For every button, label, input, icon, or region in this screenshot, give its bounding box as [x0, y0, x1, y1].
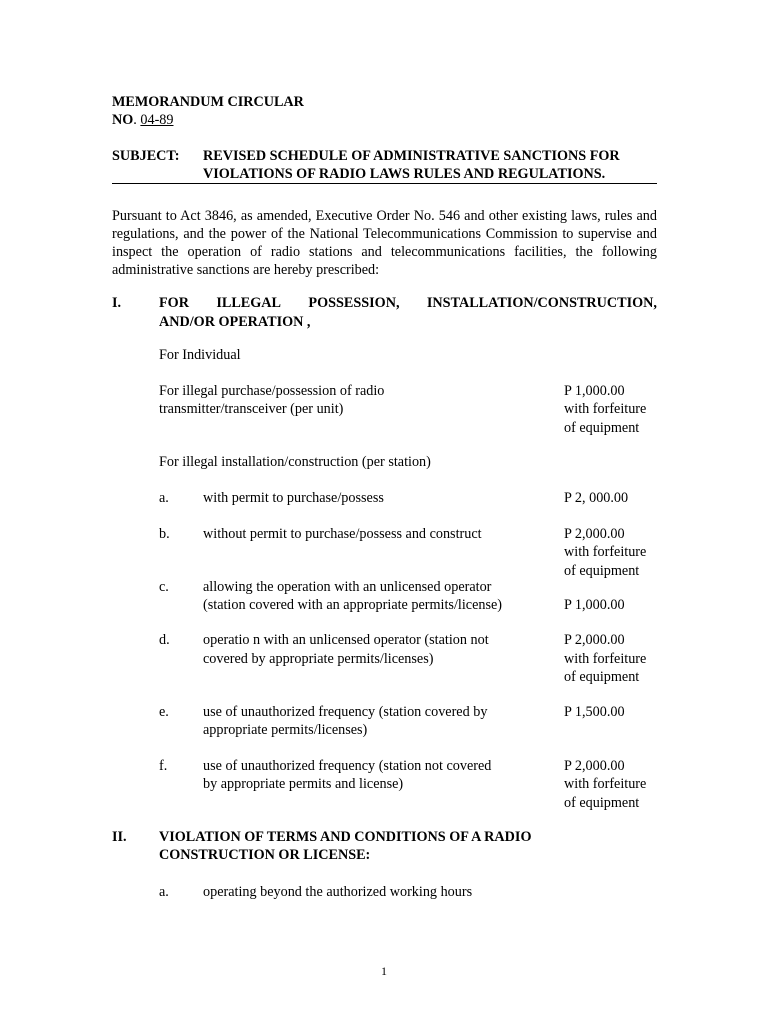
- memo-number-dot: .: [133, 112, 141, 128]
- memo-number-label: NO: [112, 112, 134, 128]
- item-fine: P 1,000.00: [564, 597, 625, 613]
- item-fine: P 2,000.00: [564, 632, 625, 648]
- item-text: use of unauthorized frequency (station not covered: [203, 758, 492, 774]
- memo-number: [112, 111, 173, 130]
- item-fine-note: of equipment: [564, 669, 640, 685]
- item-text: by appropriate permits and license): [203, 776, 404, 792]
- item-fine-note: with forfeiture: [564, 544, 647, 560]
- individual-subhead: For Individual: [159, 347, 241, 363]
- item-letter: b.: [159, 526, 170, 542]
- installation-subhead: For illegal installation/construction (per station): [159, 454, 431, 470]
- item-fine: P 2, 000.00: [564, 490, 629, 506]
- purchase-fine: P 1,000.00: [564, 383, 625, 399]
- item-fine-note: of equipment: [564, 795, 640, 811]
- purchase-fine-note: with forfeiture: [564, 401, 647, 417]
- item-letter: a.: [159, 490, 169, 506]
- purchase-line-1: For illegal purchase/possession of radio: [159, 383, 385, 399]
- item-letter: f.: [159, 758, 168, 774]
- item-letter: d.: [159, 632, 170, 648]
- subject-label: SUBJECT:: [112, 148, 180, 164]
- purchase-line-2: transmitter/transceiver (per unit): [159, 401, 344, 417]
- section-1-title-word: ILLEGAL: [216, 295, 282, 311]
- subject-divider: [112, 183, 657, 184]
- item-text: use of unauthorized frequency (station covered by: [203, 704, 488, 720]
- item-letter: e.: [159, 704, 169, 720]
- item-text: appropriate permits/licenses): [203, 722, 368, 738]
- item-fine: P 1,500.00: [564, 704, 625, 720]
- section-2-numeral: II.: [112, 829, 127, 845]
- item-text: without permit to purchase/possess and construct: [203, 526, 482, 542]
- section-2-title-line-1: VIOLATION OF TERMS AND CONDITIONS OF A RADIO: [159, 829, 532, 845]
- section-1-title-word: POSSESSION,: [308, 295, 400, 311]
- item-text: allowing the operation with an unlicensed operator: [203, 579, 492, 595]
- memo-number-value: 04-89: [140, 112, 174, 128]
- item-fine-note: with forfeiture: [564, 651, 647, 667]
- item-fine: P 2,000.00: [564, 526, 625, 542]
- section-1-title: [159, 294, 657, 331]
- item-text: covered by appropriate permits/licenses): [203, 651, 434, 667]
- item-text: with permit to purchase/possess: [203, 490, 384, 506]
- intro-paragraph: Pursuant to Act 3846, as amended, Executive Order No. 546 and other existing laws, rules and regulations, and the power of the National Telecommunications Commission to supervise and inspect the operation of radio stations and telecommunications facilities, the following administrative sanctions are hereby prescribed:: [112, 208, 657, 278]
- item-text: (station covered with an appropriate permits/license): [203, 597, 503, 613]
- subject-line-2: VIOLATIONS OF RADIO LAWS RULES AND REGULATIONS.: [203, 166, 606, 182]
- item-fine-note: of equipment: [564, 563, 640, 579]
- page-number: 1: [381, 964, 387, 978]
- subject-line-1: REVISED SCHEDULE OF ADMINISTRATIVE SANCTIONS FOR: [203, 148, 620, 164]
- item-text: operatio n with an unlicensed operator (station not: [203, 632, 489, 648]
- item-text: operating beyond the authorized working hours: [203, 884, 473, 900]
- item-letter: a.: [159, 884, 169, 900]
- section-1-title-word: FOR: [159, 295, 189, 311]
- section-1-title-word: INSTALLATION/CONSTRUCTION,: [426, 295, 657, 311]
- section-1-title-line-2: AND/OR OPERATION ,: [159, 313, 311, 330]
- section-1-numeral: I.: [112, 295, 122, 311]
- section-2-title-line-2: CONSTRUCTION OR LICENSE:: [159, 847, 371, 863]
- memo-title: MEMORANDUM CIRCULAR: [112, 94, 304, 110]
- purchase-fine-note: of equipment: [564, 420, 640, 436]
- item-fine: P 2,000.00: [564, 758, 625, 774]
- item-letter: c.: [159, 579, 169, 595]
- item-fine-note: with forfeiture: [564, 776, 647, 792]
